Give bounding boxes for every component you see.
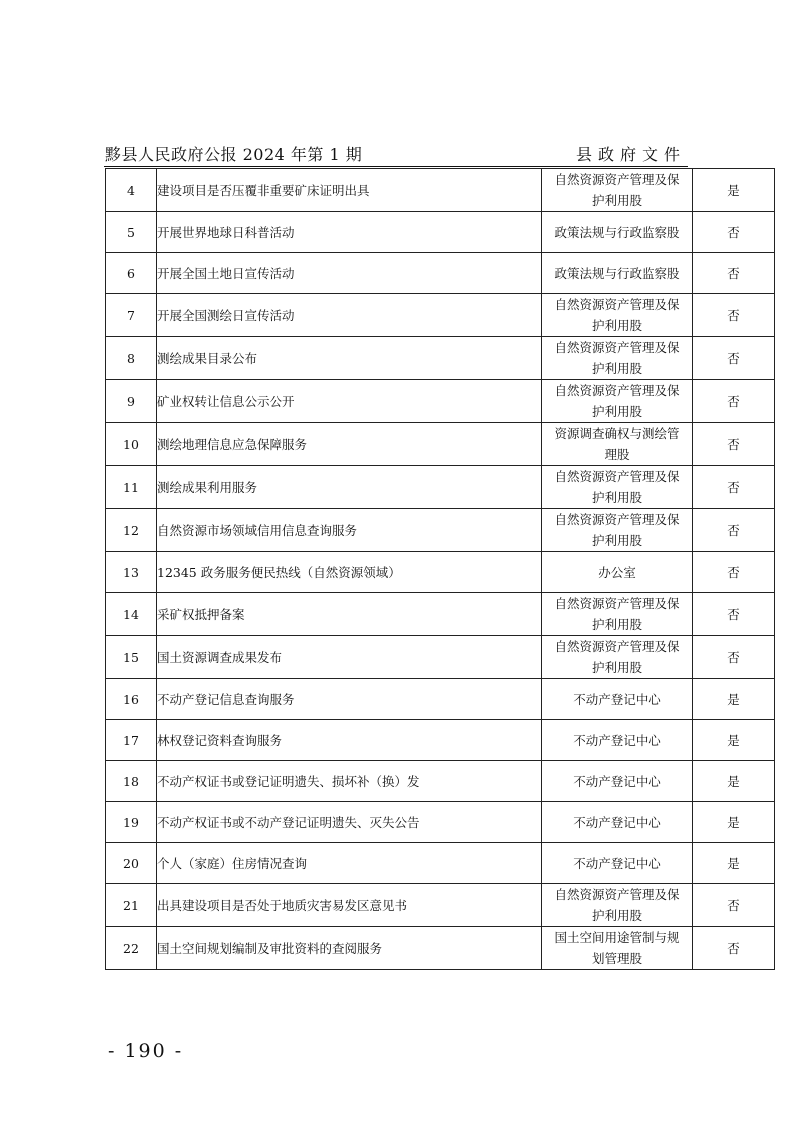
table-row bbox=[106, 884, 775, 927]
yes-no-flag: 是 bbox=[693, 843, 775, 884]
service-item-name: 林权登记资料查询服务 bbox=[157, 720, 542, 761]
table-row bbox=[106, 380, 775, 423]
responsible-department bbox=[542, 509, 693, 552]
running-header bbox=[104, 140, 688, 167]
responsible-department bbox=[542, 636, 693, 679]
department-text: 不动产登记中心 bbox=[573, 691, 661, 707]
row-number: 12 bbox=[106, 509, 157, 552]
yes-no-flag: 是 bbox=[693, 720, 775, 761]
department-text: 自然资源资产管理及保护利用股 bbox=[554, 340, 680, 376]
service-item-name: 不动产登记信息查询服务 bbox=[157, 679, 542, 720]
row-number: 15 bbox=[106, 636, 157, 679]
responsible-department bbox=[542, 380, 693, 423]
table-row bbox=[106, 802, 775, 843]
row-number: 21 bbox=[106, 884, 157, 927]
section-label: 县政府文件 bbox=[575, 145, 686, 164]
department-text: 政策法规与行政监察股 bbox=[554, 224, 680, 240]
responsible-department bbox=[542, 169, 693, 212]
row-number: 22 bbox=[106, 927, 157, 970]
responsible-department bbox=[542, 884, 693, 927]
row-number: 19 bbox=[106, 802, 157, 843]
service-item-name: 12345 政务服务便民热线（自然资源领域） bbox=[157, 552, 542, 593]
service-item-name: 不动产权证书或登记证明遗失、损坏补（换）发 bbox=[157, 761, 542, 802]
page-number: - 190 - bbox=[108, 1040, 184, 1062]
service-item-name: 国土空间规划编制及审批资料的查阅服务 bbox=[157, 927, 542, 970]
service-item-name: 不动产权证书或不动产登记证明遗失、灭失公告 bbox=[157, 802, 542, 843]
responsible-department bbox=[542, 466, 693, 509]
row-number: 7 bbox=[106, 294, 157, 337]
responsible-department bbox=[542, 679, 693, 720]
table-row bbox=[106, 294, 775, 337]
service-item-name: 个人（家庭）住房情况查询 bbox=[157, 843, 542, 884]
department-text: 自然资源资产管理及保护利用股 bbox=[554, 512, 680, 548]
yes-no-flag: 否 bbox=[693, 212, 775, 253]
row-number: 10 bbox=[106, 423, 157, 466]
row-number: 6 bbox=[106, 253, 157, 294]
service-item-name: 国土资源调查成果发布 bbox=[157, 636, 542, 679]
service-item-name: 矿业权转让信息公示公开 bbox=[157, 380, 542, 423]
row-number: 13 bbox=[106, 552, 157, 593]
service-item-name: 建设项目是否压覆非重要矿床证明出具 bbox=[157, 169, 542, 212]
department-text: 不动产登记中心 bbox=[573, 732, 661, 748]
gazette-issue-title: 黟县人民政府公报 2024 年第 1 期 bbox=[105, 145, 363, 164]
yes-no-flag: 否 bbox=[693, 423, 775, 466]
table-row bbox=[106, 509, 775, 552]
row-number: 16 bbox=[106, 679, 157, 720]
department-text: 国土空间用途管制与规划管理股 bbox=[554, 930, 680, 966]
row-number: 18 bbox=[106, 761, 157, 802]
row-number: 5 bbox=[106, 212, 157, 253]
table-row bbox=[106, 169, 775, 212]
responsible-department bbox=[542, 423, 693, 466]
table-row bbox=[106, 679, 775, 720]
table-row bbox=[106, 212, 775, 253]
table-body bbox=[106, 169, 775, 970]
department-text: 不动产登记中心 bbox=[573, 814, 661, 830]
row-number: 11 bbox=[106, 466, 157, 509]
service-item-name: 测绘成果利用服务 bbox=[157, 466, 542, 509]
service-item-name: 开展世界地球日科普活动 bbox=[157, 212, 542, 253]
yes-no-flag: 否 bbox=[693, 927, 775, 970]
service-list-table bbox=[105, 168, 775, 970]
service-item-name: 开展全国测绘日宣传活动 bbox=[157, 294, 542, 337]
row-number: 4 bbox=[106, 169, 157, 212]
service-item-name: 自然资源市场领域信用信息查询服务 bbox=[157, 509, 542, 552]
department-text: 自然资源资产管理及保护利用股 bbox=[554, 172, 680, 208]
department-text: 自然资源资产管理及保护利用股 bbox=[554, 639, 680, 675]
department-text: 自然资源资产管理及保护利用股 bbox=[554, 297, 680, 333]
table-row bbox=[106, 552, 775, 593]
yes-no-flag: 否 bbox=[693, 552, 775, 593]
table-row bbox=[106, 636, 775, 679]
yes-no-flag: 否 bbox=[693, 466, 775, 509]
responsible-department bbox=[542, 927, 693, 970]
yes-no-flag: 是 bbox=[693, 761, 775, 802]
responsible-department bbox=[542, 212, 693, 253]
department-text: 办公室 bbox=[598, 564, 636, 580]
row-number: 14 bbox=[106, 593, 157, 636]
yes-no-flag: 是 bbox=[693, 169, 775, 212]
table-row bbox=[106, 337, 775, 380]
yes-no-flag: 否 bbox=[693, 509, 775, 552]
responsible-department bbox=[542, 802, 693, 843]
department-text: 政策法规与行政监察股 bbox=[554, 265, 680, 281]
yes-no-flag: 否 bbox=[693, 253, 775, 294]
department-text: 自然资源资产管理及保护利用股 bbox=[554, 887, 680, 923]
service-item-name: 开展全国土地日宣传活动 bbox=[157, 253, 542, 294]
department-text: 自然资源资产管理及保护利用股 bbox=[554, 383, 680, 419]
department-text: 自然资源资产管理及保护利用股 bbox=[554, 469, 680, 505]
yes-no-flag: 否 bbox=[693, 337, 775, 380]
department-text: 自然资源资产管理及保护利用股 bbox=[554, 596, 680, 632]
service-item-name: 测绘成果目录公布 bbox=[157, 337, 542, 380]
table-row bbox=[106, 761, 775, 802]
table-row bbox=[106, 720, 775, 761]
responsible-department bbox=[542, 294, 693, 337]
yes-no-flag: 否 bbox=[693, 636, 775, 679]
responsible-department bbox=[542, 720, 693, 761]
department-text: 不动产登记中心 bbox=[573, 855, 661, 871]
row-number: 20 bbox=[106, 843, 157, 884]
responsible-department bbox=[542, 253, 693, 294]
responsible-department bbox=[542, 337, 693, 380]
department-text: 不动产登记中心 bbox=[573, 773, 661, 789]
row-number: 17 bbox=[106, 720, 157, 761]
table-row bbox=[106, 253, 775, 294]
responsible-department bbox=[542, 761, 693, 802]
yes-no-flag: 是 bbox=[693, 802, 775, 843]
responsible-department bbox=[542, 552, 693, 593]
table-row bbox=[106, 466, 775, 509]
yes-no-flag: 是 bbox=[693, 679, 775, 720]
service-item-name: 采矿权抵押备案 bbox=[157, 593, 542, 636]
service-item-name: 测绘地理信息应急保障服务 bbox=[157, 423, 542, 466]
table-row bbox=[106, 423, 775, 466]
responsible-department bbox=[542, 843, 693, 884]
table-row bbox=[106, 927, 775, 970]
responsible-department bbox=[542, 593, 693, 636]
table-row bbox=[106, 843, 775, 884]
yes-no-flag: 否 bbox=[693, 380, 775, 423]
department-text: 资源调查确权与测绘管理股 bbox=[554, 426, 680, 462]
row-number: 9 bbox=[106, 380, 157, 423]
row-number: 8 bbox=[106, 337, 157, 380]
table-row bbox=[106, 593, 775, 636]
service-item-name: 出具建设项目是否处于地质灾害易发区意见书 bbox=[157, 884, 542, 927]
yes-no-flag: 否 bbox=[693, 593, 775, 636]
yes-no-flag: 否 bbox=[693, 884, 775, 927]
yes-no-flag: 否 bbox=[693, 294, 775, 337]
